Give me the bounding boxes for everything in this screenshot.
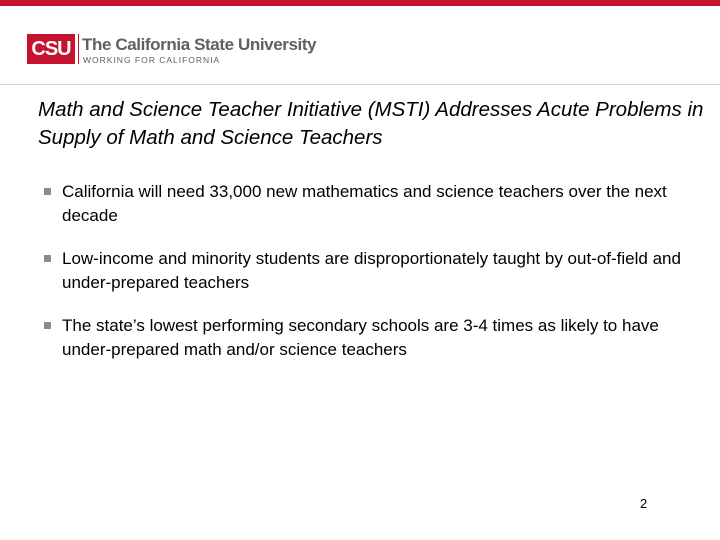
university-name: The California State University xyxy=(82,35,317,54)
csu-logo-mark: CSU xyxy=(27,34,75,64)
square-bullet-icon xyxy=(44,188,51,195)
header-divider xyxy=(0,84,720,85)
bullet-text: Low-income and minority students are disproportionately taught by out-of-field and under-prepared teachers xyxy=(62,249,681,292)
university-tagline: WORKING FOR CALIFORNIA xyxy=(83,55,221,65)
bullet-list xyxy=(44,180,694,381)
bullet-text: California will need 33,000 new mathematics and science teachers over the next decade xyxy=(62,182,667,225)
bullet-item xyxy=(44,180,694,228)
logo-rule xyxy=(78,34,79,64)
square-bullet-icon xyxy=(44,255,51,262)
bullet-item xyxy=(44,247,694,295)
bullet-text: The state’s lowest performing secondary schools are 3-4 times as likely to have under-prepared math and/or science teachers xyxy=(62,316,659,359)
bullet-item xyxy=(44,314,694,362)
slide-title: Math and Science Teacher Initiative (MSTI) Addresses Acute Problems in Supply of Math and Science Teachers xyxy=(38,98,704,149)
page-number: 2 xyxy=(640,496,648,511)
square-bullet-icon xyxy=(44,322,51,329)
